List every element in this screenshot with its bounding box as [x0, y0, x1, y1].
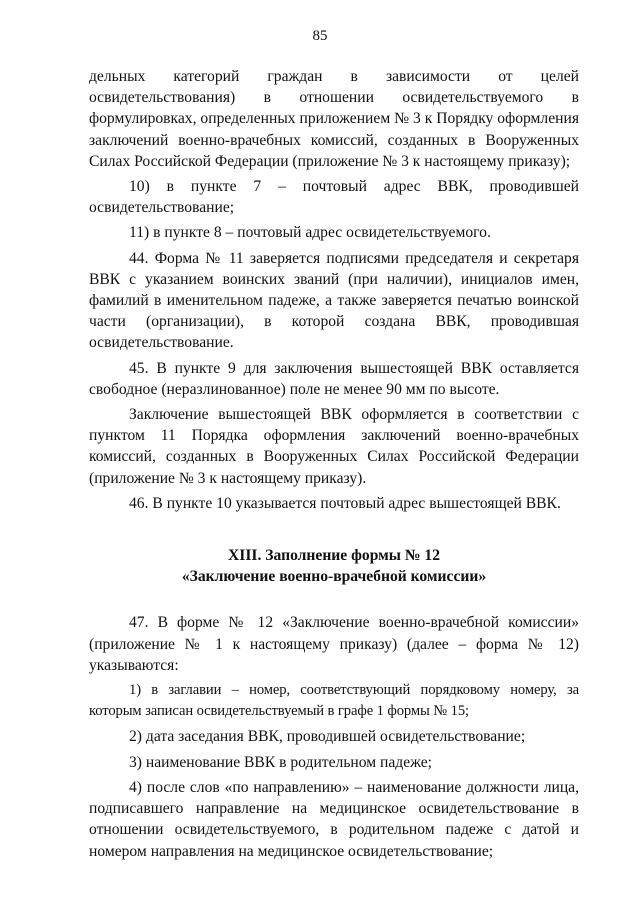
paragraph: 4) после слов «по направлению» – наименование должности лица, подписавшего направление на медицинское освидетельствование в отношении освидетельствуемого, в родительном падеже с датой и номером направления на медицинское освидетельствование;	[89, 778, 579, 860]
paragraph: 10) в пункте 7 – почтовый адрес ВВК, проводившей освидетельствование;	[89, 178, 579, 217]
section-heading-title: XIII. Заполнение формы № 12	[228, 547, 440, 565]
paragraph: 3) наименование ВВК в родительном падеже;	[129, 753, 432, 771]
paragraph: дельных категорий граждан в зависимости от целей освидетельствования) в отношении освидетельствуемого в формулировках, определенных приложением № 3 к Порядку оформления заключений военно-врачебных комиссий, созданных в Вооруженных Силах Российской Федерации (приложение № 3 к настоящему приказу);	[89, 68, 579, 170]
paragraph: 47. В форме № 12 «Заключение военно-врачебной комиссии» (приложение № 1 к настоящему приказу) (далее – форма № 12) указываются:	[89, 614, 579, 674]
section-heading	[89, 545, 579, 587]
paragraph: 46. В пункте 10 указывается почтовый адрес вышестоящей ВВК.	[129, 494, 561, 512]
page-number: 85	[312, 28, 328, 44]
paragraph: 11) в пункте 8 – почтовый адрес освидетельствуемого.	[129, 224, 491, 242]
paragraph: 44. Форма № 11 заверяется подписями председателя и секретаря ВВК с указанием воинских званий (при наличии), инициалов имен, фамилий в именительном падеже, а также заверяется печатью воинской части (организации), в которой создана ВВК, проводившая освидетельствование.	[89, 249, 579, 352]
paragraph: 2) дата заседания ВВК, проводившей освидетельствование;	[129, 728, 526, 746]
paragraph: 1) в заглавии – номер, соответствующий порядковому номеру, за которым записан освидетельствуемый в графе 1 формы № 15;	[89, 682, 579, 720]
document-body	[89, 66, 579, 866]
section-heading-subtitle: «Заключение военно-врачебной комиссии»	[181, 568, 487, 586]
paragraph: 45. В пункте 9 для заключения вышестоящей ВВК оставляется свободное (неразлинованное) поле не менее 90 мм по высоте.	[89, 359, 579, 398]
paragraph: Заключение вышестоящей ВВК оформляется в соответствии с пунктом 11 Порядка оформления заключений военно-врачебных комиссий, созданных в Вооруженных Силах Российской Федерации (приложение № 3 к настоящему приказу).	[89, 406, 579, 487]
